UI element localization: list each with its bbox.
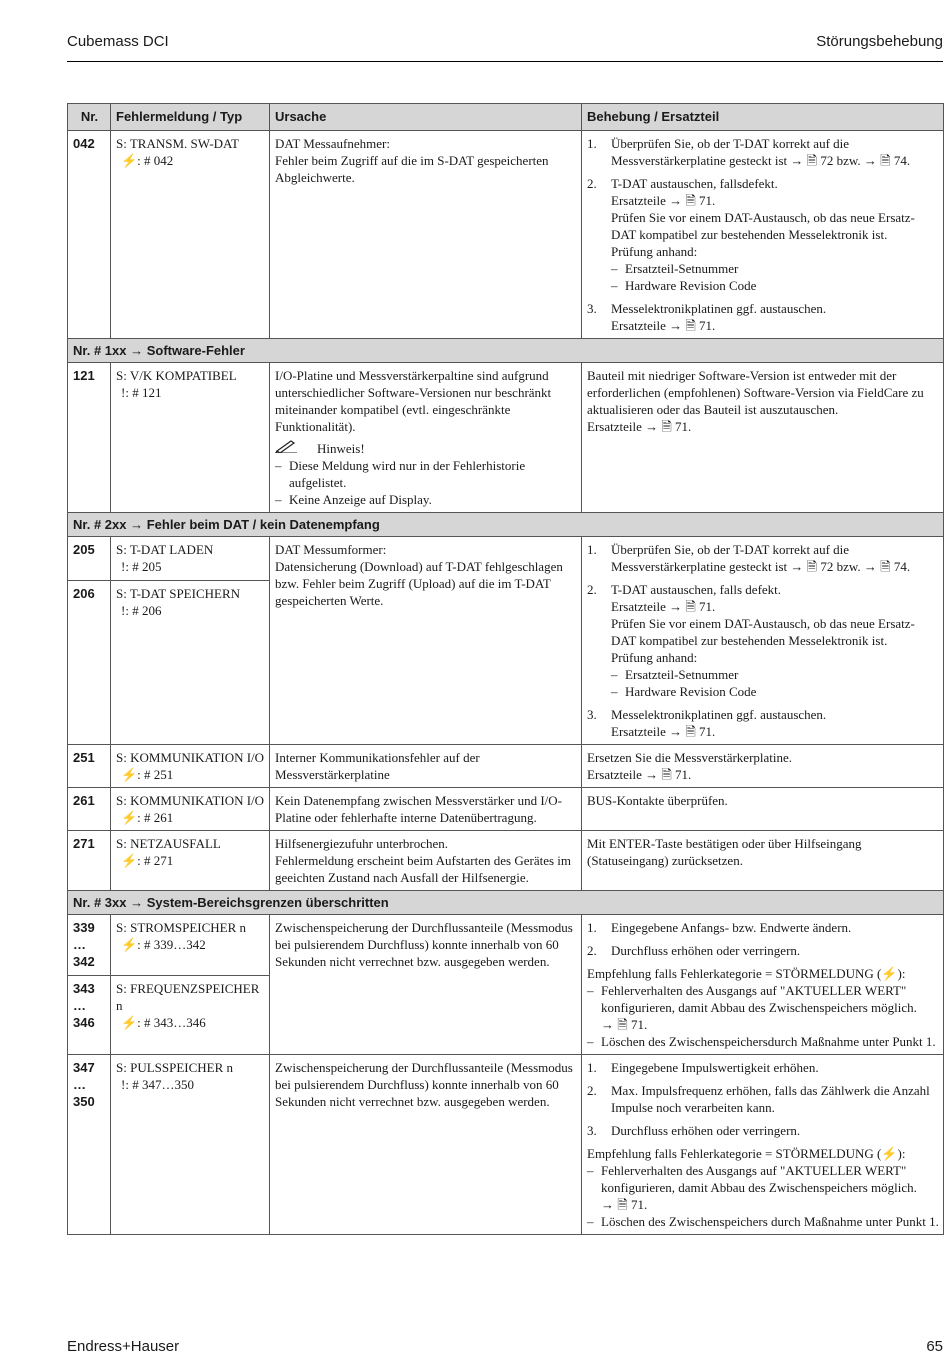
error-fix: Mit ENTER-Taste bestätigen oder über Hilfseingang (Statuseingang) zurücksetzen.	[582, 831, 944, 891]
list-text: Max. Impulsfrequenz erhöhen, falls das Zählwerk die Anzahl Impulse noch verarbeiten kann.	[611, 1083, 930, 1115]
list-item	[587, 1059, 939, 1076]
error-message	[111, 363, 270, 513]
table-header-row	[68, 104, 944, 131]
range-start: 347	[73, 1060, 95, 1075]
error-cause	[270, 537, 582, 745]
list-item	[587, 300, 939, 334]
dash-item	[587, 982, 939, 1033]
list-number: 1.	[587, 1060, 597, 1075]
dash-mark: –	[275, 458, 282, 473]
list-number: 2.	[587, 1083, 597, 1098]
range-ellipsis: …	[73, 998, 86, 1013]
dash-item	[587, 1033, 939, 1050]
list-text: Eingegebene Impulswertigkeit erhöhen.	[611, 1060, 819, 1075]
error-cause	[270, 131, 582, 339]
cause-line: DAT Messumformer:	[275, 542, 387, 557]
dash-mark: –	[587, 983, 594, 998]
product-name: Cubemass DCI	[67, 33, 169, 50]
message-text: S: V/K KOMPATIBEL	[116, 368, 237, 383]
list-text: Ersatzteile → 🗎 71.	[611, 318, 716, 333]
list-text: Messelektronikplatinen ggf. austauschen.	[611, 707, 827, 722]
error-fix	[582, 1055, 944, 1235]
list-item	[587, 942, 939, 959]
error-message	[111, 831, 270, 891]
dash-item	[611, 666, 939, 683]
dash-item	[611, 683, 939, 700]
message-code: ⚡: # 251	[121, 767, 174, 782]
list-text: T-DAT austauschen, falls defekt.	[611, 582, 782, 597]
error-message	[111, 976, 270, 1055]
error-number	[68, 915, 111, 976]
section-row	[68, 339, 944, 363]
range-end: 342	[73, 954, 95, 969]
range-start: 339	[73, 920, 95, 935]
note-heading	[275, 439, 577, 457]
section-title: Nr. # 2xx → Fehler beim DAT / kein Datenempfang	[68, 513, 944, 537]
range-start: 343	[73, 981, 95, 996]
error-message	[111, 581, 270, 745]
list-number: 3.	[587, 707, 597, 722]
message-text: S: T-DAT LADEN	[116, 542, 214, 557]
message-code: ⚡: # 261	[121, 810, 174, 825]
cause-line: Fehler beim Zugriff auf die im S-DAT gespeicherten Abgleichwerte.	[275, 153, 549, 185]
error-number: 121	[68, 363, 111, 513]
table-row	[68, 537, 944, 581]
recommendation: Empfehlung falls Fehlerkategorie = STÖRMELDUNG (⚡):	[587, 1146, 906, 1161]
error-cause: Kein Datenempfang zwischen Messverstärker und I/O-Platine oder fehlerhafte interne Datenübertragung.	[270, 788, 582, 831]
error-cause	[270, 831, 582, 891]
cause-line: Hilfsenergiezufuhr unterbrochen.	[275, 836, 449, 851]
list-number: 3.	[587, 1123, 597, 1138]
section-title: Nr. # 3xx → System-Bereichsgrenzen überschritten	[68, 891, 944, 915]
error-fix	[582, 131, 944, 339]
error-number	[68, 1055, 111, 1235]
section-row	[68, 513, 944, 537]
message-text: S: STROMSPEICHER n	[116, 920, 247, 935]
cause-line: DAT Messaufnehmer:	[275, 136, 390, 151]
list-text: T-DAT austauschen, fallsdefekt.	[611, 176, 778, 191]
list-body	[611, 300, 939, 334]
message-code: ⚡: # 339…342	[121, 937, 206, 952]
dash-text: Hardware Revision Code	[625, 278, 757, 293]
list-text: Prüfung anhand:	[611, 650, 698, 665]
error-message	[111, 788, 270, 831]
cause-line: I/O-Platine und Messverstärkerpaltine sind aufgrund unterschiedlicher Software-Versionen nur beschränkt miteinander kompatibel (evtl. eingeschränkte Funktionalität).	[275, 368, 552, 434]
error-number: 261	[68, 788, 111, 831]
message-code: ⚡: # 343…346	[121, 1015, 206, 1030]
list-text: Prüfen Sie vor einem DAT-Austausch, ob das neue Ersatz-DAT kompatibel zur bestehenden Messelektronik ist.	[611, 210, 915, 242]
message-text: S: KOMMUNIKATION I/O	[116, 750, 265, 765]
error-number	[68, 976, 111, 1055]
dash-item	[275, 457, 577, 491]
message-code: !: # 121	[121, 385, 162, 400]
error-fix	[582, 745, 944, 788]
message-text: S: TRANSM. SW-DAT	[116, 136, 239, 151]
message-code: ⚡: # 042	[121, 153, 174, 168]
range-ellipsis: …	[73, 937, 86, 952]
chapter-title: Störungsbehebung	[816, 33, 943, 50]
list-item	[587, 919, 939, 936]
dash-mark: –	[611, 278, 618, 293]
dash-text: Löschen des Zwischenspeichersdurch Maßnahme unter Punkt 1.	[601, 1034, 936, 1049]
error-message	[111, 745, 270, 788]
error-cause: Zwischenspeicherung der Durchflussanteile (Messmodus bei pulsierendem Durchfluss) konnte innerhalb von 60 Sekunden nicht verrechnet bzw. ausgegeben werden.	[270, 1055, 582, 1235]
list-text: Messelektronikplatinen ggf. austauschen.	[611, 301, 827, 316]
dash-mark: –	[611, 684, 618, 699]
dash-text: Ersatzteil-Setnummer	[625, 667, 739, 682]
list-text: Prüfen Sie vor einem DAT-Austausch, ob das neue Ersatz-DAT kompatibel zur bestehenden Messelektronik ist.	[611, 616, 915, 648]
list-number: 2.	[587, 582, 597, 597]
range-end: 350	[73, 1094, 95, 1109]
list-text: Prüfung anhand:	[611, 244, 698, 259]
dash-item	[587, 1213, 939, 1230]
error-cause: Interner Kommunikationsfehler auf der Messverstärkerplatine	[270, 745, 582, 788]
message-text: S: PULSSPEICHER n	[116, 1060, 234, 1075]
dash-text: Ersatzteil-Setnummer	[625, 261, 739, 276]
error-table	[67, 103, 944, 1235]
dash-item	[275, 491, 577, 508]
table-row	[68, 745, 944, 788]
fix-text: Bauteil mit niedriger Software-Version ist entweder mit der erforderlichen (empfohlenen) Software-Version via FieldCare zu aktualisieren oder das Bauteil ist auszutauschen.	[587, 368, 924, 417]
list-number: 3.	[587, 301, 597, 316]
section-title: Nr. # 1xx → Software-Fehler	[68, 339, 944, 363]
cause-line: Datensicherung (Download) auf T-DAT fehlgeschlagen bzw. Fehler beim Zugriff (Upload) auf die im T-DAT gespeicherten Werte.	[275, 559, 563, 608]
error-message	[111, 537, 270, 581]
table-row	[68, 831, 944, 891]
error-message	[111, 131, 270, 339]
list-item	[587, 175, 939, 294]
dash-text: → 🗎 71.	[601, 1197, 648, 1212]
table-row	[68, 915, 944, 976]
dash-text: Keine Anzeige auf Display.	[289, 492, 432, 507]
list-text: Ersatzteile → 🗎 71.	[611, 193, 716, 208]
list-text: Eingegebene Anfangs- bzw. Endwerte ändern.	[611, 920, 852, 935]
error-number: 042	[68, 131, 111, 339]
dash-text: Hardware Revision Code	[625, 684, 757, 699]
dash-mark: –	[587, 1214, 594, 1229]
list-number: 1.	[587, 920, 597, 935]
dash-item	[611, 277, 939, 294]
dash-body	[601, 1162, 939, 1213]
dash-text: Fehlerverhalten des Ausgangs auf "AKTUELLER WERT" konfigurieren, damit Abbau des Zwischenspeichers möglich.	[601, 1163, 917, 1195]
dash-text: → 🗎 71.	[601, 1017, 648, 1032]
list-item	[587, 135, 939, 169]
list-number: 2.	[587, 176, 597, 191]
table-row	[68, 1055, 944, 1235]
col-header-nr: Nr.	[68, 104, 111, 131]
pencil-icon	[275, 439, 299, 457]
error-fix	[582, 537, 944, 745]
list-body	[611, 581, 939, 700]
col-header-fix: Behebung / Ersatzteil	[582, 104, 944, 131]
list-number: 1.	[587, 136, 597, 151]
fix-text: Ersetzen Sie die Messverstärkerplatine.	[587, 750, 793, 765]
error-number: 271	[68, 831, 111, 891]
error-number: 206	[68, 581, 111, 745]
message-code: !: # 206	[121, 603, 162, 618]
table-row	[68, 788, 944, 831]
error-cause: Zwischenspeicherung der Durchflussanteile (Messmodus bei pulsierendem Durchfluss) konnte innerhalb von 60 Sekunden nicht verrechnet bzw. ausgegeben werden.	[270, 915, 582, 1055]
dash-item	[611, 260, 939, 277]
col-header-message: Fehlermeldung / Typ	[111, 104, 270, 131]
list-item	[587, 1122, 939, 1139]
range-ellipsis: …	[73, 1077, 86, 1092]
dash-text: Löschen des Zwischenspeichers durch Maßnahme unter Punkt 1.	[601, 1214, 939, 1229]
list-text: Überprüfen Sie, ob der T-DAT korrekt auf die Messverstärkerplatine gesteckt ist → 🗎 72 bzw. → 🗎 74.	[611, 136, 911, 168]
table-row	[68, 131, 944, 339]
list-item	[587, 581, 939, 700]
error-number: 205	[68, 537, 111, 581]
list-text: Durchfluss erhöhen oder verringern.	[611, 943, 801, 958]
recommendation: Empfehlung falls Fehlerkategorie = STÖRMELDUNG (⚡):	[587, 966, 906, 981]
list-item	[587, 1082, 939, 1116]
message-text: S: T-DAT SPEICHERN	[116, 586, 241, 601]
list-text: Überprüfen Sie, ob der T-DAT korrekt auf die Messverstärkerplatine gesteckt ist → 🗎 72 bzw. → 🗎 74.	[611, 542, 911, 574]
note-label: Hinweis!	[317, 441, 365, 456]
table-row	[68, 363, 944, 513]
error-message	[111, 1055, 270, 1235]
message-text: S: NETZAUSFALL	[116, 836, 221, 851]
list-text: Ersatzteile → 🗎 71.	[611, 724, 716, 739]
cause-line: Fehlermeldung erscheint beim Aufstarten des Gerätes im geeichten Zustand nach Ausfall der Hilfsenergie.	[275, 853, 572, 885]
error-message	[111, 915, 270, 976]
list-item	[587, 541, 939, 575]
list-text: Durchfluss erhöhen oder verringern.	[611, 1123, 801, 1138]
page-number: 65	[926, 1338, 943, 1355]
error-fix	[582, 363, 944, 513]
list-item	[587, 706, 939, 740]
dash-mark: –	[587, 1163, 594, 1178]
error-fix: BUS-Kontakte überprüfen.	[582, 788, 944, 831]
dash-item	[587, 1162, 939, 1213]
dash-text: Diese Meldung wird nur in der Fehlerhistorie aufgelistet.	[289, 458, 526, 490]
dash-mark: –	[611, 261, 618, 276]
col-header-cause: Ursache	[270, 104, 582, 131]
page-header	[67, 31, 943, 62]
list-number: 2.	[587, 943, 597, 958]
list-text: Ersatzteile → 🗎 71.	[611, 599, 716, 614]
dash-text: Fehlerverhalten des Ausgangs auf "AKTUELLER WERT" konfigurieren, damit Abbau des Zwischenspeichers möglich.	[601, 983, 917, 1015]
company-name: Endress+Hauser	[67, 1338, 180, 1355]
section-row	[68, 891, 944, 915]
error-fix	[582, 915, 944, 1055]
dash-mark: –	[275, 492, 282, 507]
message-code: !: # 205	[121, 559, 162, 574]
range-end: 346	[73, 1015, 95, 1030]
list-number: 1.	[587, 542, 597, 557]
message-text: S: KOMMUNIKATION I/O	[116, 793, 265, 808]
list-body	[611, 175, 939, 294]
fix-text: Ersatzteile → 🗎 71.	[587, 419, 692, 434]
message-text: S: FREQUENZSPEICHER n	[116, 981, 260, 1013]
error-cause	[270, 363, 582, 513]
error-number: 251	[68, 745, 111, 788]
list-body	[611, 706, 939, 740]
dash-body	[601, 982, 939, 1033]
dash-mark: –	[611, 667, 618, 682]
message-code: ⚡: # 271	[121, 853, 174, 868]
dash-mark: –	[587, 1034, 594, 1049]
fix-text: Ersatzteile → 🗎 71.	[587, 767, 692, 782]
message-code: !: # 347…350	[121, 1077, 194, 1092]
